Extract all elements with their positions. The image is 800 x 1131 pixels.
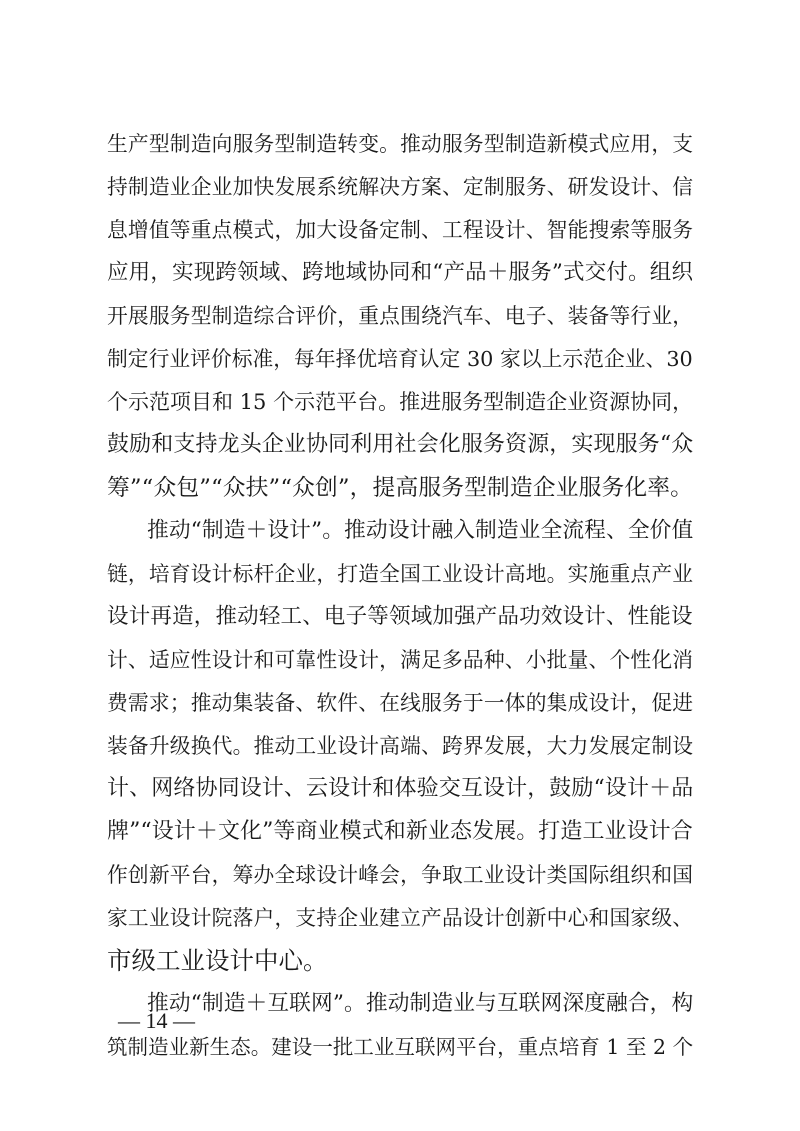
text-line: 装备升级换代。推动工业设计高端、跨界发展，大力发展定制设 [107, 734, 694, 758]
text-line: 鼓励和支持龙头企业协同利用社会化服务资源，实现服务“众 [107, 432, 694, 457]
text-line: 链，培育设计标杆企业，打造全国工业设计高地。实施重点产业 [107, 562, 694, 586]
text-line: 设计再造，推动轻工、电子等领域加强产品功效设计、性能设 [107, 604, 693, 629]
text-line: 计、适应性设计和可靠性设计，满足多品种、小批量、个性化消 [107, 648, 694, 672]
text-line: 推动“制造＋互联网”。推动制造业与互联网深度融合，构 [147, 991, 694, 1016]
text-line: 费需求；推动集装备、软件、在线服务于一体的集成设计，促进 [107, 691, 694, 715]
text-line: 推动“制造＋设计”。推动设计融入制造业全流程、全价值 [147, 518, 694, 543]
text-line: 生产型制造向服务型制造转变。推动服务型制造新模式应用，支 [107, 132, 694, 156]
text-line: 开展服务型制造综合评价，重点围绕汽车、电子、装备等行业， [107, 304, 694, 328]
text-line: 筑制造业新生态。建设一批工业互联网平台，重点培育 1 至 2 个 [107, 1035, 694, 1059]
text-line: 个示范项目和 15 个示范平台。推进服务型制造企业资源协同， [107, 390, 694, 414]
text-line: 牌”“设计＋文化”等商业模式和新业态发展。打造工业设计合 [107, 819, 693, 844]
text-line: 作创新平台，筹办全球设计峰会，争取工业设计类国际组织和国 [107, 863, 694, 887]
text-line: 息增值等重点模式，加大设备定制、工程设计、智能搜索等服务 [107, 218, 694, 242]
text-line: 筹”“众包”“众扶”“众创”，提高服务型制造企业服务化率。 [107, 475, 694, 501]
page-number: — 14 — [118, 1008, 195, 1033]
text-line: 市级工业设计中心。 [107, 946, 328, 975]
text-line: 持制造业企业加快发展系统解决方案、定制服务、研发设计、信 [107, 175, 694, 199]
text-line: 制定行业评价标准，每年择优培育认定 30 家以上示范企业、30 [107, 347, 693, 371]
text-line: 计、网络协同设计、云设计和体验交互设计，鼓励“设计＋品 [107, 776, 694, 801]
text-line: 应用，实现跨领域、跨地域协同和“产品＋服务”式交付。组织 [107, 260, 694, 285]
text-line: 家工业设计院落户，支持企业建立产品设计创新中心和国家级、 [107, 906, 694, 930]
